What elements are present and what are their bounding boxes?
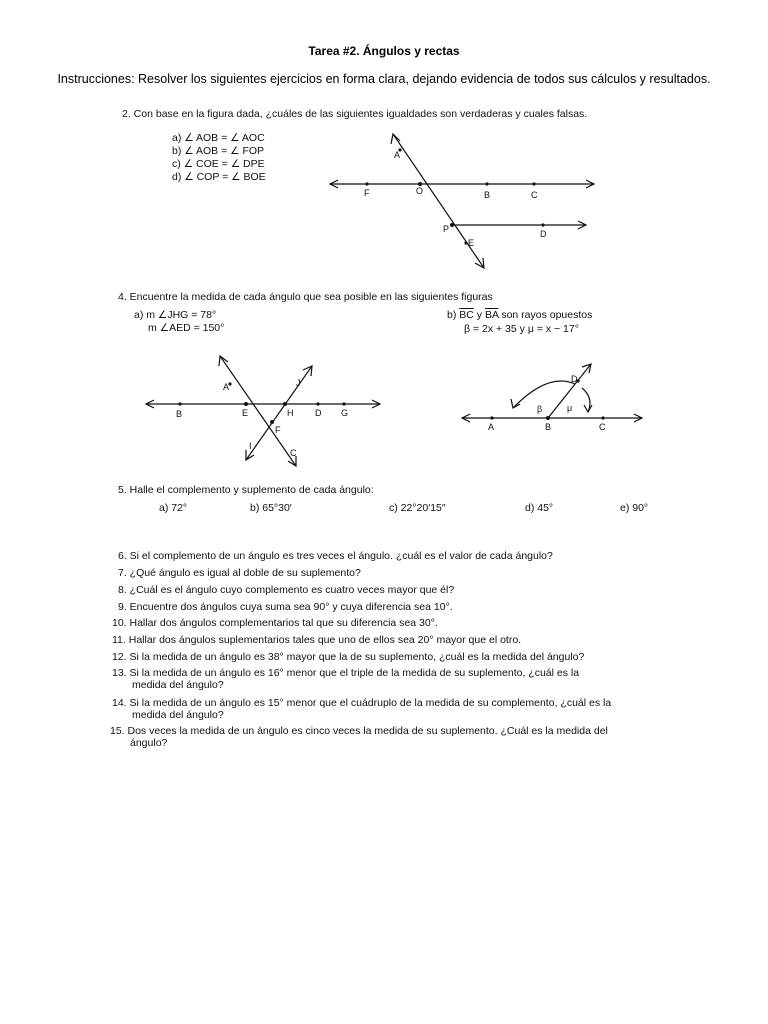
problem-8: 8. ¿Cuál es el ángulo cuyo complemento es cuatro veces mayor que él? [118,584,455,596]
problem-5-item-c: c) 22°20′15″ [389,502,446,514]
problem-2-option-d: d) ∠ COP = ∠ BOE [172,171,266,183]
problem-7: 7. ¿Qué ángulo es igual al doble de su suplemento? [118,567,361,579]
problem-13: 13. Si la medida de un ángulo es 16° menor que el triple de la medida de su suplemento, ¿cuál es la [112,667,580,679]
label-i-4a: I [249,441,252,451]
problem-13-cont: medida del ángulo? [132,679,224,691]
label-a-4a: A [223,382,230,392]
problem-11: 11. Hallar dos ángulos suplementarios tales que uno de ellos sea 20° mayor que el otro. [112,634,522,646]
label-b-4b: B [545,422,552,432]
problem-4a-given-2: m ∠AED = 150° [148,322,225,334]
problem-4b-given-2: β = 2x + 35 y μ = x − 17° [464,323,579,335]
label-h-4a: H [287,408,294,418]
problem-5-item-b: b) 65°30′ [250,502,292,514]
problem-5-statement: 5. Halle el complemento y suplemento de cada ángulo: [118,484,374,496]
label-j-4a: J [296,378,301,388]
problem-10: 10. Hallar dos ángulos complementarios tal que su diferencia sea 30°. [112,617,438,629]
label-d-4a: D [315,408,322,418]
problem-4a-given-1: a) m ∠JHG = 78° [134,309,217,321]
instructions-text: Instrucciones: Resolver los siguientes ejercicios en forma clara, dejando evidencia de todos sus cálculos y resultados. [57,72,711,86]
label-g-4a: G [341,408,349,418]
label-beta-4b: β [537,404,543,414]
label-e-4a: E [242,408,249,418]
arc-beta-arrow [511,399,520,408]
label-a: A [394,150,401,160]
problem-14-cont: medida del ángulo? [132,709,224,721]
label-c-4a: C [290,448,297,458]
label-f-4a: F [275,425,281,435]
label-a-4b: A [488,422,495,432]
point-a-4b [490,416,493,419]
label-mu-4b: μ [567,403,573,413]
problem-5-item-e: e) 90° [620,502,649,514]
opposite-rays-text: son rayos opuestos [501,309,593,321]
problem-6: 6. Si el complemento de un ángulo es tres veces el ángulo. ¿cuál es el valor de cada ángulo? [118,550,553,562]
arc-beta [513,381,575,408]
arc-mu-arrow [584,405,592,412]
document-title: Tarea #2. Ángulos y rectas [308,44,460,58]
label-p: P [443,224,450,234]
problem-4-statement: 4. Encuentre la medida de cada ángulo que sea posible en las siguientes figuras [118,291,493,303]
label-b-4a: B [176,409,183,419]
problem-9: 9. Encuentre dos ángulos cuya suma sea 90° y cuya diferencia sea 10°. [118,601,453,613]
problem-5-item-d: d) 45° [525,502,554,514]
point-c-4b [601,416,604,419]
label-o: O [416,186,424,196]
label-f: F [364,188,370,198]
problem-14: 14. Si la medida de un ángulo es 15° menor que el cuádruplo de la medida de su complemento, ¿cuál es la [112,697,612,709]
problem-2-statement: 2. Con base en la figura dada, ¿cuáles de las siguientes igualdades son verdaderas y cuales falsas. [122,108,588,120]
problem-2-option-b: b) ∠ AOB = ∠ FOP [172,145,265,157]
problem-15-cont: ángulo? [130,737,168,749]
problem-15: 15. Dos veces la medida de un ángulo es cinco veces la medida de su suplemento. ¿Cuál es la medida del [110,725,608,737]
label-b: B [484,190,491,200]
problem-2-option-a: a) ∠ AOB = ∠ AOC [172,132,265,144]
ray-bc-label: $\overline{BC}$ [459,309,474,321]
conjunction-y: y [476,309,483,321]
label-c-4b: C [599,422,606,432]
label-d: D [540,229,547,239]
label-d-4b: D [571,374,578,384]
ray-ba-label: $\overline{BA}$ [484,309,499,321]
problem-2-option-c: c) ∠ COE = ∠ DPE [172,158,265,170]
problem-12: 12. Si la medida de un ángulo es 38° mayor que la de su suplemento, ¿cuál es la medida del ángulo? [112,651,585,663]
point-b-4b [546,416,550,420]
label-b-prefix: b) [447,309,460,321]
label-c: C [531,190,538,200]
problem-5-item-a: a) 72° [159,502,188,514]
label-e: E [468,238,475,248]
